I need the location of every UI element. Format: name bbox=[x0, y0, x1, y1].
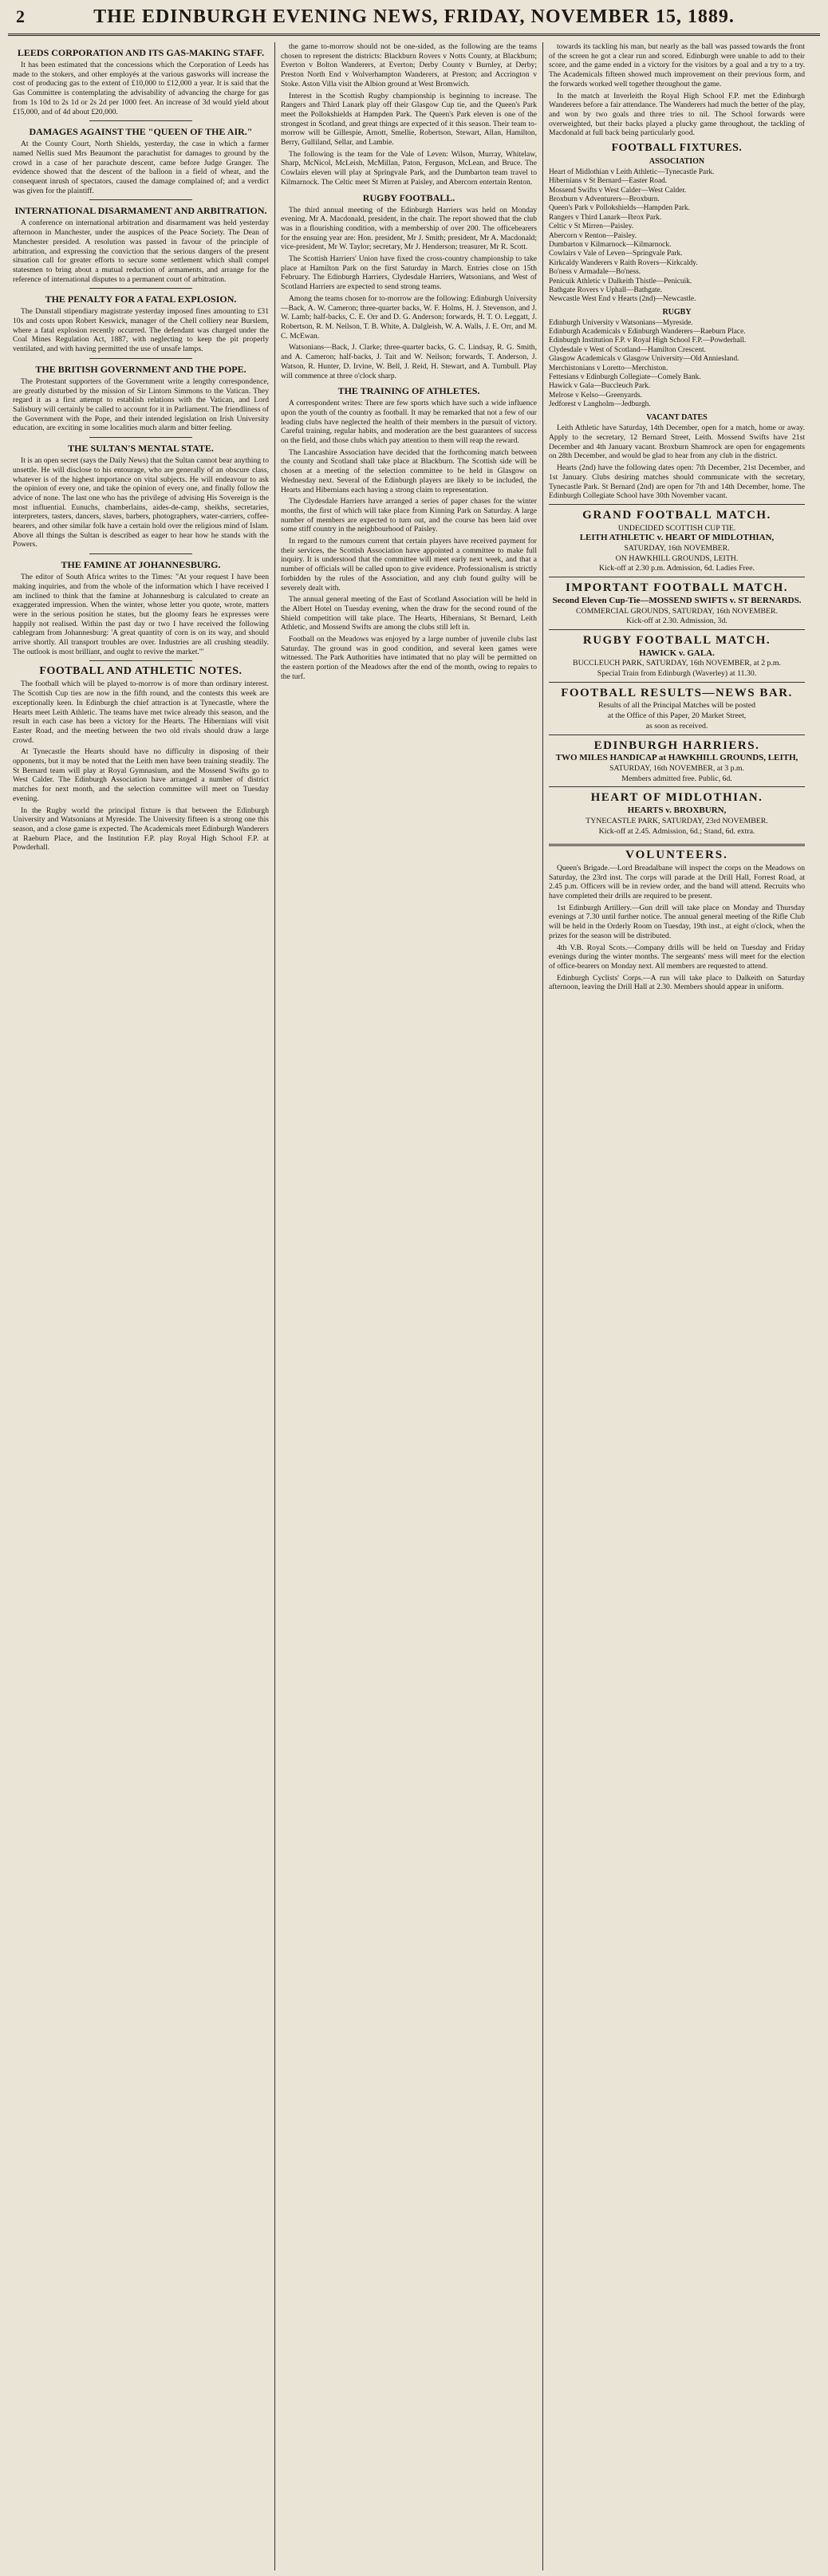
fixture-item: Queen's Park v Pollokshields—Hampden Park. bbox=[549, 204, 690, 213]
article-paragraph: In the Rugby world the principal fixture is that between the Edinburgh University and Watsonians at Myreside. The University fifteen is a strong one this season, and a close game is expected. The Academicals meet Edinburgh Wanderers at Raeburn Place, and the Institution F.P. play Royal High School F.P. at Powderhall. bbox=[13, 805, 269, 853]
advertisement bbox=[549, 786, 805, 836]
article-paragraph: It is an open secret (says the Daily News) that the Sultan cannot bear anything to unsettle. He will disclose to his entourage, who are generally of an obscure class, whatever is of the highest importance on vital subjects. He will endeavour to ask the opinion of every one, and take the opinion of every one, and finally follow the advice of none. The last one who has the privilege of advising His Sovereign is the most influential. Eunuchs, chamberlains, aides-de-camp, sheikhs, secretaries, interpreters, tasters, dancers, slaves, barbers, photographers, water-carriers, coffee-bearers, and other similar folk have a certain hold over the religious mind of Islam. Above all things the Sultan is described as eager to hear how he stands with the Powers. bbox=[13, 456, 269, 549]
column-rule bbox=[274, 42, 275, 2570]
article-heading: LEEDS CORPORATION AND ITS GAS-MAKING STAFF. bbox=[17, 47, 265, 58]
ad-line: TWO MILES HANDICAP at HAWKHILL GROUNDS, LEITH, bbox=[555, 753, 798, 763]
fixture-item: Bathgate Rovers v Uphall—Bathgate. bbox=[549, 286, 663, 295]
article-paragraph: At Tynecastle the Hearts should have no difficulty in disposing of their opponents, but it may be noted that the Leith men have been training steadily. The St Bernard team will play at Royal Gymnasium, and the Mossend Swifts go to West Calder. The Edinburgh Association have arranged a number of district matches for next month, and the selection committee will meet on Tuesday evening. bbox=[13, 747, 269, 803]
fixture-list-association bbox=[549, 168, 805, 305]
fixture-item: Bo'ness v Armadale—Bo'ness. bbox=[549, 268, 641, 277]
fixture-item: Edinburgh Academicals v Edinburgh Wanderers—Raeburn Place. bbox=[549, 327, 746, 336]
article-heading: FOOTBALL AND ATHLETIC NOTES. bbox=[39, 665, 242, 678]
fixtures-heading: FOOTBALL FIXTURES. bbox=[611, 142, 743, 155]
divider bbox=[89, 288, 191, 289]
column-2 bbox=[276, 42, 542, 2570]
article-paragraph: The annual general meeting of the East of Scotland Association will be held in the Albert Hotel on Tuesday evening, when the draw for the second round of the Shield competition will take place. The Hearts, Hibernians, St Bernard, Leith Athletic, and Mossend Swifts are among the clubs still left in. bbox=[281, 595, 537, 632]
article-paragraph: In regard to the rumours current that certain players have received payment for their services, the Scottish Association have appointed a committee to make full inquiry. It is understood that the committee will meet early next week, and that a number of officials will be called upon to give evidence. Professionalism is strictly forbidden by the rules of the Association, and any club found guilty will be severely dealt with. bbox=[281, 537, 537, 593]
advertisement bbox=[549, 577, 805, 626]
advertisement bbox=[549, 629, 805, 679]
divider bbox=[89, 199, 191, 200]
newspaper-title: THE EDINBURGH EVENING NEWS, FRIDAY, NOVEMBER 15, 1889. bbox=[93, 6, 735, 27]
article-heading: THE FAMINE AT JOHANNESBURG. bbox=[61, 559, 221, 571]
article-paragraph: 4th V.B. Royal Scots.—Company drills will be held on Tuesday and Friday evenings during the winter months. The sergeants' mess will meet for the election of office-bearers on Monday next. All members are requested to attend. bbox=[549, 943, 805, 971]
fixture-item: Hawick v Gala—Buccleuch Park. bbox=[549, 382, 651, 391]
page-number: 2 bbox=[16, 6, 25, 26]
fixture-item: Fettesians v Edinburgh Collegiate—Comely Bank. bbox=[549, 372, 701, 381]
fixture-item: Dumbarton v Kilmarnock—Kilmarnock. bbox=[549, 240, 672, 249]
ad-line: SATURDAY, 16th NOVEMBER, at 3 p.m. bbox=[609, 763, 744, 773]
column-1 bbox=[8, 42, 274, 2570]
fixture-item: Rangers v Third Lanark—Ibrox Park. bbox=[549, 213, 662, 222]
fixture-item: Penicuik Athletic v Dalkeith Thistle—Penicuik. bbox=[549, 277, 692, 286]
article-paragraph: The third annual meeting of the Edinburgh Harriers was held on Monday evening. Mr A. Macdonald, president, in the chair. The report showed that the club was in a flourishing condition, with a membership of over 200. The officebearers for the ensuing year are: Hon. president, Mr J. Smith; president, Mr A. Macdonald; vice-president, Mr W. Taylor; secretary, Mr J. Henderson; treasurer, Mr R. Scott. bbox=[281, 205, 537, 252]
article-paragraph: Edinburgh Cyclists' Corps.—A run will take place to Dalkeith on Saturday afternoon, leaving the Drill Hall at 2.30. Members should appear in uniform. bbox=[549, 973, 805, 992]
article-paragraph: In the match at Inverleith the Royal High School F.P. met the Edinburgh Wanderers before a fair attendance. The Wanderers had much the better of the play, and won by two goals and three tries to nil. The School forwards were overweighted, but their backs played a plucky game throughout, the tackling of Macdonald at full back being particularly good. bbox=[549, 91, 805, 138]
ad-line: COMMERCIAL GROUNDS, SATURDAY, 16th NOVEMBER. bbox=[575, 606, 779, 616]
article-heading: THE SULTAN'S MENTAL STATE. bbox=[68, 443, 214, 455]
article-paragraph: Among the teams chosen for to-morrow are the following: Edinburgh University—Back, A. W. Cameron; three-quarter backs, W. F. Holms, H. J. Stevenson, and J. W. Lamb; half-backs, C. E. Orr and D. G. Anderson; forwards, H. T. O. Leggatt, J. Robertson, R. M. Neilson, T. B. White, A. Dalgleish, W. A. Walls, J. E. Orr, and M. C. McEwan. bbox=[281, 293, 537, 341]
article-heading: THE PENALTY FOR A FATAL EXPLOSION. bbox=[45, 293, 237, 305]
ad-line: Members admitted free. Public, 6d. bbox=[621, 774, 732, 783]
ad-heading: GRAND FOOTBALL MATCH. bbox=[582, 508, 771, 522]
ad-heading: IMPORTANT FOOTBALL MATCH. bbox=[565, 581, 789, 595]
fixture-item: Merchistonians v Loretto—Merchiston. bbox=[549, 364, 668, 372]
masthead bbox=[8, 0, 820, 36]
ad-line: Second Eleven Cup-Tie—MOSSEND SWIFTS v. ST BERNARDS. bbox=[552, 595, 802, 605]
ad-line: TYNECASTLE PARK, SATURDAY, 23rd NOVEMBER. bbox=[586, 816, 768, 825]
column-3 bbox=[544, 42, 810, 2570]
fixture-item: Melrose v Kelso—Greenyards. bbox=[549, 391, 642, 400]
article-paragraph: The football which will be played to-morrow is of more than ordinary interest. The Scottish Cup ties are now in the fifth round, and the contests this week are exceptionally keen. In Edinburgh the chief attraction is at Tynecastle, where the Hearts meet Leith Athletic. The teams have met twice already this season, and the result in each case has been a victory for the Hearts. The Hibernians will visit Easter Road, and the meeting between the two old rivals should draw a large crowd. bbox=[13, 679, 269, 745]
fixture-item: Edinburgh Institution F.P. v Royal High School F.P.—Powderhall. bbox=[549, 337, 747, 345]
divider bbox=[89, 358, 191, 359]
fixture-item: Kirkcaldy Wanderers v Raith Rovers—Kirkcaldy. bbox=[549, 258, 698, 267]
divider bbox=[89, 660, 191, 661]
article-paragraph: The Scottish Harriers' Union have fixed the cross-country championship to take place at Hamilton Park on the first Saturday in March. Entries close on 15th February. The Edinburgh Harriers, Clydesdale Harriers, Watsonians, and West of Scotland Harriers are expected to send strong teams. bbox=[281, 254, 537, 292]
article-paragraph: the game to-morrow should not be one-sided, as the following are the teams chosen to represent the districts: Blackburn Rovers v Notts County, at Blackburn; Everton v Bolton Wanderers, at Everton; Derby County v Burnley, at Derby; Preston North End v Wolverhampton Wanderers, at Preston; and Accrington v Stoke. Aston Villa visit the Albion ground at West Bromwich. bbox=[281, 42, 537, 89]
article-heading: RUGBY FOOTBALL. bbox=[362, 191, 455, 203]
fixture-item: Glasgow Academicals v Glasgow University—Old Anniesland. bbox=[549, 355, 739, 364]
divider bbox=[89, 553, 191, 554]
article-paragraph: A correspondent writes: There are few sports which have such a wide influence upon the youth of the country as football. It may be remarked that not a few of our leading clubs have neglected the health of their members in the pursuit of victory. Careful training, regular habits, and moderation are the best guarantees of success on the field, and those clubs which pay attention to them will reap the reward. bbox=[281, 399, 537, 446]
article-paragraph: The Lancashire Association have decided that the forthcoming match between the county and Scotland shall take place at Blackburn. The Scottish side will be chosen at a meeting of the selection committee to be held in Glasgow on Wednesday next. Several of the Edinburgh players are likely to be included, the Hearts and Hibernians each having a strong claim to representation. bbox=[281, 447, 537, 494]
ad-line: as soon as received. bbox=[645, 721, 708, 731]
divider bbox=[89, 120, 191, 121]
ad-line: BUCCLEUCH PARK, SATURDAY, 16th NOVEMBER, at 2 p.m. bbox=[573, 659, 781, 668]
fixture-item: Clydesdale v West of Scotland—Hamilton Crescent. bbox=[549, 345, 706, 354]
fixture-item: Mossend Swifts v West Calder—West Calder. bbox=[549, 186, 687, 195]
article-paragraph: It has been estimated that the concessions which the Corporation of Leeds has made to the stokers, and other employés at the various gasworks will increase the cost of producing gas to the extent of £10,000 to £12,000 a year. It is said that the Gas Committee is contemplating the advisability of advancing the charge for gas from 1s 10d to 2s 1d or 2s 2d per 1000 feet. An increase of 3d would yield about £15,000, and of 4d about £20,000. bbox=[13, 61, 269, 116]
article-paragraph: Queen's Brigade.—Lord Breadalbane will inspect the corps on the Meadows on Saturday, the 23rd inst. The corps will parade at the Drill Hall, Forrest Road, at 2.45 p.m. Officers will be in review order, and the band will attend. Recruits who have completed their drills are required to be present. bbox=[549, 863, 805, 901]
article-paragraph: The Dunstall stipendiary magistrate yesterday imposed fines amounting to £31 10s and costs upon Robert Keswick, manager of the Chell colliery near Burslem, where a fatal explosion recently occurred. The defendant was charged under the Coal Mines Regulation Act, 1887, with neglecting to keep the pit properly ventilated, and with having permitted the use of unsafe lamps. bbox=[13, 307, 269, 354]
ad-line: Results of all the Principal Matches will be posted bbox=[598, 701, 755, 711]
ad-line: ON HAWKHILL GROUNDS, LEITH. bbox=[615, 553, 739, 563]
ad-heading: EDINBURGH HARRIERS. bbox=[593, 739, 760, 752]
ad-line: LEITH ATHLETIC v. HEART OF MIDLOTHIAN, bbox=[579, 533, 775, 543]
ad-line: at the Office of this Paper, 20 Market Street, bbox=[607, 711, 747, 721]
ad-heading: HEART OF MIDLOTHIAN. bbox=[590, 791, 763, 805]
fixture-item: Newcastle West End v Hearts (2nd)—Newcastle. bbox=[549, 295, 696, 304]
fixture-item: Jedforest v Langholm—Jedburgh. bbox=[549, 400, 651, 409]
fixtures-subheading: VACANT DATES bbox=[646, 412, 708, 422]
volunteers-heading: VOLUNTEERS. bbox=[549, 844, 805, 861]
article-paragraph: Interest in the Scottish Rugby championship is beginning to increase. The Rangers and Third Lanark play off their Glasgow Cup tie, and the Queen's Park meet the Pollokshields at Hampden Park. The Queen's Park eleven is one of the strongest in Scotland, and great things are expected of it this season. Their team to-morrow will be Gillespie, Arnott, Smellie, Robertson, Stewart, Allan, Hamilton, Berry, Gulliland, Sellar, and Lambie. bbox=[281, 91, 537, 148]
advertisement bbox=[549, 735, 805, 784]
divider bbox=[89, 437, 191, 438]
article-heading: THE BRITISH GOVERNMENT AND THE POPE. bbox=[35, 363, 246, 375]
ad-line: Special Train from Edinburgh (Waverley) at 11.30. bbox=[597, 669, 757, 679]
fixtures-subheading: RUGBY bbox=[662, 307, 692, 317]
article-paragraph: At the County Court, North Shields, yesterday, the case in which a farmer named Nellis sued Mrs Beaumont the parachutist for damages to ground by the crowd in a case of her parachute descent, came before Judge Granger. The evidence showed that the descent of the balloon in a field of wheat, and the consequent inrush of spectators, caused the damage complained of; and a verdict was given for the plaintiff. bbox=[13, 140, 269, 195]
ad-subheading: UNDECIDED SCOTTISH CUP TIE. bbox=[617, 523, 736, 533]
fixture-item: Hibernians v St Bernard—Easter Road. bbox=[549, 177, 668, 186]
article-paragraph: A conference on international arbitration and disarmament was held yesterday afternoon in Manchester, under the auspices of the Peace Society. The Dean of Manchester presided. A resolution was passed in favour of the principle of arbitration, and expressing the conviction that the serious dangers of the present situation call for greater efforts to secure some settlement which shall compel statesmen to bring about a mutual reduction of armaments, and arrange for the reference of international disputes to a permanent court of arbitration. bbox=[13, 219, 269, 284]
article-paragraph: Hearts (2nd) have the following dates open: 7th December, 21st December, and 1st January. Clubs desiring matches should communicate with the secretary, Tynecastle Park. St Bernard (2nd) are open for 7th and 14th December, home. The Edinburgh Collegiate School have 30th November vacant. bbox=[549, 463, 805, 501]
fixture-item: Celtic v St Mirren—Paisley. bbox=[549, 223, 634, 231]
article-paragraph: Football on the Meadows was enjoyed by a large number of juvenile clubs last Saturday. The ground was in good condition, and several keen games were witnessed. The Park Authorities have intimated that no play will be permitted on the eastern portion of the Meadows after the end of the month, owing to repairs to the turf. bbox=[281, 635, 537, 681]
ad-line: Kick-off at 2.45. Admission, 6d.; Stand, 6d. extra. bbox=[598, 826, 755, 836]
fixtures-subheading: ASSOCIATION bbox=[649, 157, 705, 167]
ad-line: Kick-off at 2.30. Admission, 3d. bbox=[626, 616, 727, 626]
article-paragraph: The Protestant supporters of the Government write a lengthy correspondence, are greatly disturbed by the mission of Sir Lintorn Simmons to the Vatican. They regard it as a first attempt to establish relations with the Vatican, and Lord Salisbury will certainly be called to account for it in Parliament. The friendliness of the Government with the Pope, and their intended legislation on Irish University education, are exciting in some localities much alarm and bitter feeling. bbox=[13, 376, 269, 433]
advertisement bbox=[549, 504, 805, 573]
ad-heading: FOOTBALL RESULTS—NEWS BAR. bbox=[561, 686, 793, 699]
column-rule bbox=[542, 42, 543, 2570]
ad-line: SATURDAY, 16th NOVEMBER. bbox=[624, 544, 730, 553]
article-paragraph: Watsonians—Back, J. Clarke; three-quarter backs, G. C. Lindsay, R. G. Smith, and A. Cameron; half-backs, J. Tait and W. Neilson; forwards, T. Anderson, J. Watson, R. Hunter, D. Irvine, W. Bell, J. Reid, H. Stewart, and A. Turnbull. Play will commence at three o'clock sharp. bbox=[281, 343, 537, 380]
fixture-item: Broxburn v Adventurers—Broxburn. bbox=[549, 195, 660, 203]
fixture-item: Abercorn v Renton—Paisley. bbox=[549, 231, 637, 240]
fixture-item: Edinburgh University v Watsonians—Myreside. bbox=[549, 318, 693, 327]
fixture-list-rugby bbox=[549, 319, 805, 410]
ad-line: HAWICK v. GALA. bbox=[639, 648, 715, 658]
article-paragraph: Leith Athletic have Saturday, 14th December, open for a match, home or away. Apply to the secretary, 12 Bernard Street, Leith. Mossend Swifts have 21st December and 4th January vacant. Broxburn Shamrock are open for engagements on 28th December, and would be glad to hear from any club in the district. bbox=[549, 423, 805, 461]
ad-heading: RUGBY FOOTBALL MATCH. bbox=[582, 633, 771, 647]
ad-line: Kick-off at 2.30 p.m. Admission, 6d. Ladies Free. bbox=[599, 564, 755, 573]
article-heading: INTERNATIONAL DISARMAMENT AND ARBITRATION. bbox=[14, 205, 267, 217]
fixture-item: Cowlairs v Vale of Leven—Springvale Park. bbox=[549, 250, 683, 258]
fixture-item: Heart of Midlothian v Leith Athletic—Tynecastle Park. bbox=[549, 167, 715, 176]
article-heading: THE TRAINING OF ATHLETES. bbox=[337, 385, 480, 397]
ad-line: HEARTS v. BROXBURN, bbox=[627, 805, 727, 816]
article-paragraph: The Clydesdale Harriers have arranged a series of paper chases for the winter months, the first of which will take place from Kinning Park on Saturday. A large number of members are expected to turn out, and the course has been laid over some stiff country in the neighbourhood of Paisley. bbox=[281, 497, 537, 534]
article-paragraph: 1st Edinburgh Artillery.—Gun drill will take place on Monday and Thursday evenings at 7.30 until further notice. The annual general meeting of the Rifle Club will be held in the Orderly Room on Tuesday, 19th inst., at eight o'clock, when the prizes for the season will be distributed. bbox=[549, 903, 805, 940]
article-paragraph: towards its tackling his man, but nearly as the ball was passed towards the front of the screen he got a clear run and scored. Edinburgh were unable to add to their score, and the game ended in a victory for the visitors by a goal and a try to a try. The Academicals fifteen showed much improvement on their previous form, and the forwards worked well together throughout the game. bbox=[549, 42, 805, 89]
advertisement bbox=[549, 682, 805, 731]
article-heading: DAMAGES AGAINST THE "QUEEN OF THE AIR." bbox=[29, 126, 253, 138]
article-paragraph: The following is the team for the Vale of Leven: Wilson, Murray, Whitelaw, Sharp, McNicol, McLeish, McMillan, Paton, Ferguson, McLean, and Bruce. The Cowlairs eleven will play at Springvale Park, and the Dumbarton team travel to Kilmarnock. The Celtic meet St Mirren at Paisley, and Abercorn entertain Renton. bbox=[281, 149, 537, 187]
article-paragraph: The editor of South Africa writes to the Times: "At your request I have been making inquiries, and from the whole of the information which I have received I am inclined to think that the famine at Johannesburg is calculated to create an exaggerated impression. When the winter, whose letter you quote, wrote, matters were in the serious position he states, but the gloomy fears he expresses were happily not realised. Within the past day or two I have received the following cablegram from Johannesburg: 'A great quantity of corn is on its way, and should arrive shortly. All transport troubles are over. Industries are all crushing steadily. The outlook is most brilliant, and ought to revive the market.'" bbox=[13, 573, 269, 656]
